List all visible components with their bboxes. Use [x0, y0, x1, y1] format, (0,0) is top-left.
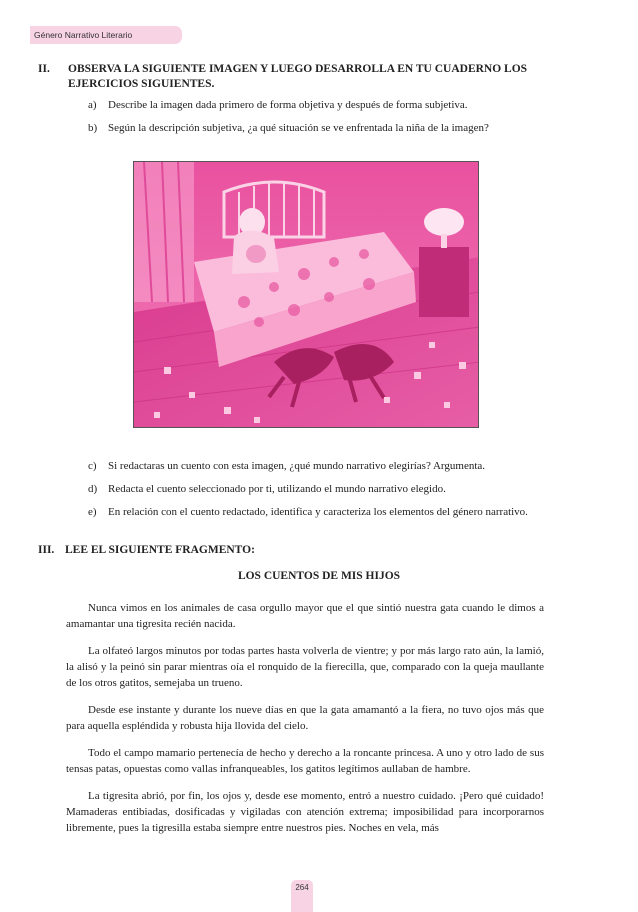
exercise-item-d [88, 482, 446, 496]
story-paragraph: Nunca vimos en los animales de casa orgullo mayor que el que sintió nuestra gata cuando le dimos a amamantar una tigresita recién nacida. [66, 602, 544, 630]
story-paragraph: Desde ese instante y durante los nueve días en que la gata amamantó a la fiera, no tuvo ojos más que para aquella espléndida y robusta hija llovida del cielo. [66, 704, 544, 732]
item-label: b) [88, 122, 98, 134]
exercise-item-e [88, 505, 528, 519]
item-text: Si redactaras un cuento con esta imagen, ¿qué mundo narrativo elegirías? Argumenta. [108, 460, 486, 472]
photo-illustration [134, 162, 479, 428]
item-text: Redacta el cuento seleccionado por ti, utilizando el mundo narrativo elegido. [108, 483, 446, 495]
exercise-item-a [88, 98, 468, 112]
exercise-item-c [88, 459, 485, 473]
header-tab [30, 26, 182, 44]
story-paragraph: Todo el campo mamario pertenecía de hecho y derecho a la roncante princesa. A uno y otro lado de sus tensas patas, opuestas como vallas infranqueables, los gatitos legítimos aullaban de hambre. [66, 747, 544, 775]
item-label: c) [88, 460, 97, 472]
exercise-item-b [88, 121, 489, 135]
girl-bed-photo [133, 161, 479, 428]
section-3-heading [38, 543, 558, 559]
section-3-title: LEE EL SIGUIENTE FRAGMENTO: [65, 544, 255, 556]
item-label: d) [88, 483, 98, 495]
header-label: Género Narrativo Literario [34, 30, 133, 40]
item-label: a) [88, 99, 97, 111]
story-paragraph: La tigresita abrió, por fin, los ojos y, desde ese momento, entró a nuestro cuidado. ¡Pero qué cuidado! Mamaderas entibiadas, dosificadas y vigiladas con atención extrema; imposibilidad para incorporarnos libremente, pues la tigresilla estaba siempre entre nuestros pies. Noches en vela, más [66, 790, 544, 834]
item-label: e) [88, 506, 97, 518]
item-text: Según la descripción subjetiva, ¿a qué situación se ve enfrentada la niña de la imagen? [108, 122, 489, 134]
page-number-tab [291, 880, 313, 912]
section-3-number: III. [38, 544, 55, 556]
page-number: 264 [295, 883, 309, 892]
section-2-title: OBSERVA LA SIGUIENTE IMAGEN Y LUEGO DESARROLLA EN TU CUADERNO LOS EJERCICIOS SIGUIENTES. [68, 63, 528, 90]
item-text: En relación con el cuento redactado, identifica y caracteriza los elementos del género narrativo. [108, 506, 528, 518]
story-title: LOS CUENTOS DE MIS HIJOS [237, 570, 401, 582]
section-2-number: II. [38, 63, 50, 75]
item-text: Describe la imagen dada primero de forma objetiva y después de forma subjetiva. [108, 99, 468, 111]
section-2-heading [38, 62, 558, 94]
story-paragraph: La olfateó largos minutos por todas partes hasta volverla de vientre; y por más largo rato aún, la lamió, la alisó y la peinó sin parar mientras oía el ronquido de la fierecilla, que, comparado con la queja maullante de los otros gatitos, semejaba un trueno. [66, 645, 544, 689]
